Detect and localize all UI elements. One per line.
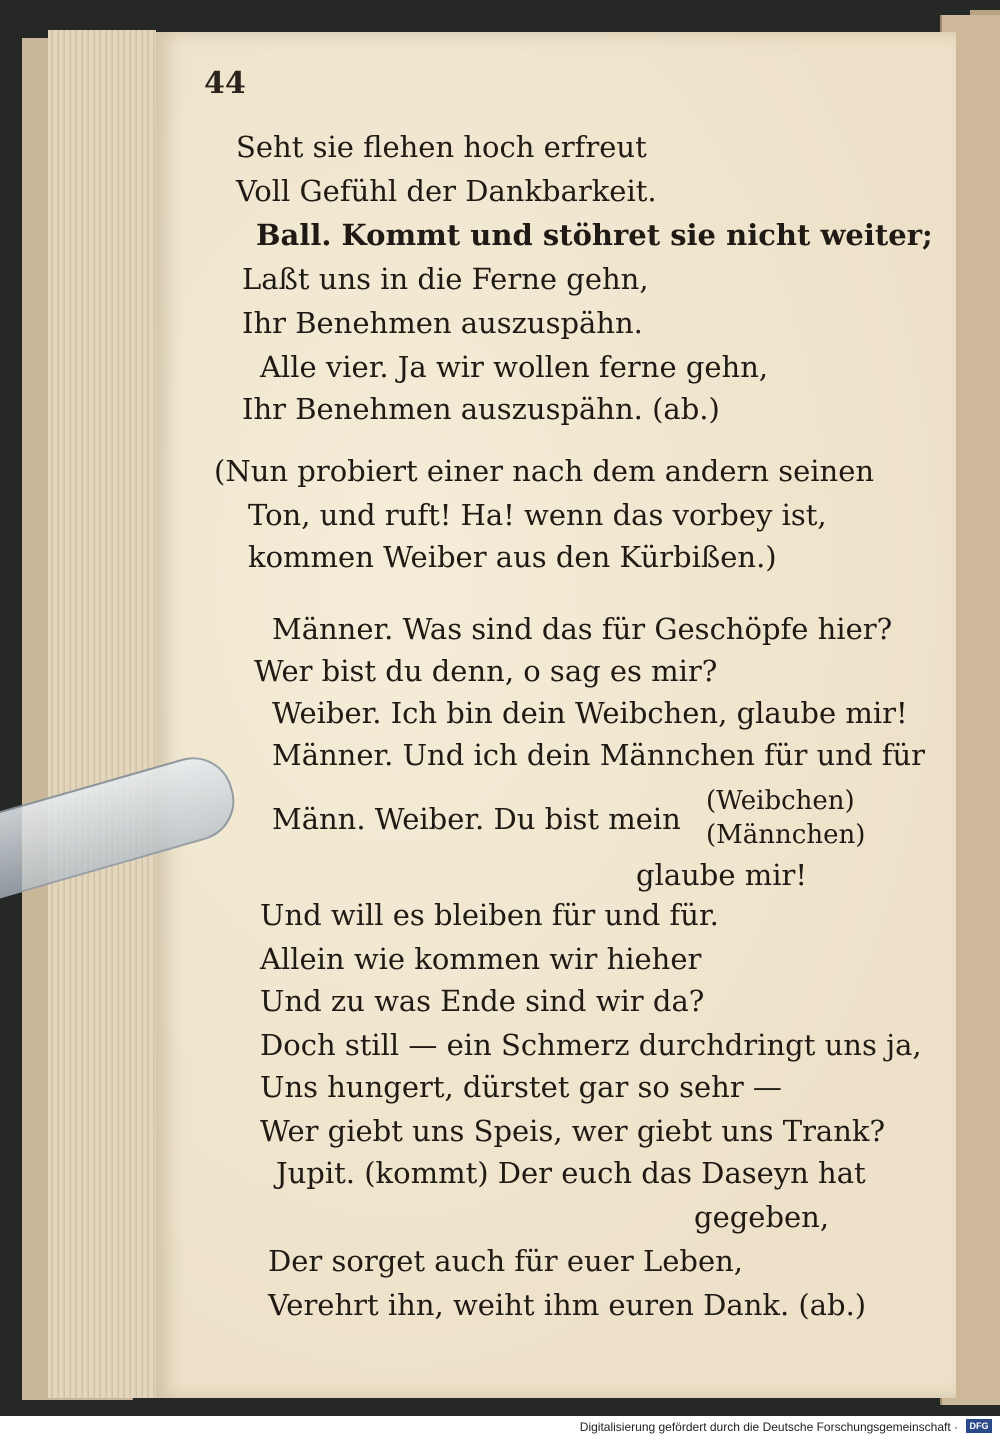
footer-bar (0, 1416, 1000, 1437)
verse-line: Ihr Benehmen auszuspähn. (242, 306, 643, 340)
verse-line: Wer giebt uns Speis, wer giebt uns Trank? (260, 1114, 886, 1148)
verse-line: Und zu was Ende sind wir da? (260, 984, 705, 1018)
dfg-logo-icon: DFG (966, 1419, 992, 1433)
page-number: 44 (204, 66, 246, 101)
stage-direction-line: (Nun probiert einer nach dem andern seinen (214, 454, 875, 488)
verse-line: Doch still — ein Schmerz durchdringt uns ja, (260, 1028, 922, 1062)
verse-line: Wer bist du denn, o sag es mir? (254, 654, 718, 688)
verse-line: Männer. Was sind das für Geschöpfe hier? (272, 612, 893, 646)
stage-direction-line: Ton, und ruft! Ha! wenn das vorbey ist, (248, 498, 827, 532)
page-stack-edge (48, 30, 156, 1398)
verse-line: Männer. Und ich dein Männchen für und für (272, 738, 926, 772)
verse-line: Der sorget auch für euer Leben, (268, 1244, 744, 1278)
book-page (156, 32, 956, 1398)
verse-line: Jupit. (kommt) Der euch das Daseyn hat (276, 1156, 866, 1190)
brace-option-bottom: (Männchen) (706, 820, 866, 850)
verse-line: Und will es bleiben für und für. (260, 898, 719, 932)
verse-line: Weiber. Ich bin dein Weibchen, glaube mir! (272, 696, 908, 730)
verse-line: Uns hungert, dürstet gar so sehr — (260, 1070, 782, 1104)
verse-line: Laßt uns in die Ferne gehn, (242, 262, 649, 296)
verse-line: glaube mir! (636, 858, 808, 892)
footer-credit: Digitalisierung gefördert durch die Deutsche Forschungsgemeinschaft · (579, 1420, 958, 1434)
verse-line: gegeben, (694, 1200, 830, 1234)
verse-line: Voll Gefühl der Dankbarkeit. (236, 174, 657, 208)
verse-line: Alle vier. Ja wir wollen ferne gehn, (260, 350, 769, 384)
verse-line: Ihr Benehmen auszuspähn. (ab.) (242, 392, 720, 426)
verse-line: Seht sie flehen hoch erfreut (236, 130, 647, 164)
verse-line: Allein wie kommen wir hieher (260, 942, 702, 976)
brace-option-top: (Weibchen) (706, 786, 855, 816)
stage-direction-line: kommen Weiber aus den Kürbißen.) (248, 540, 777, 574)
verse-line: Verehrt ihn, weiht ihm euren Dank. (ab.) (268, 1288, 867, 1322)
verse-line: Ball. Kommt und stöhret sie nicht weiter; (256, 218, 933, 252)
verse-line: Männ. Weiber. Du bist mein (272, 802, 681, 836)
